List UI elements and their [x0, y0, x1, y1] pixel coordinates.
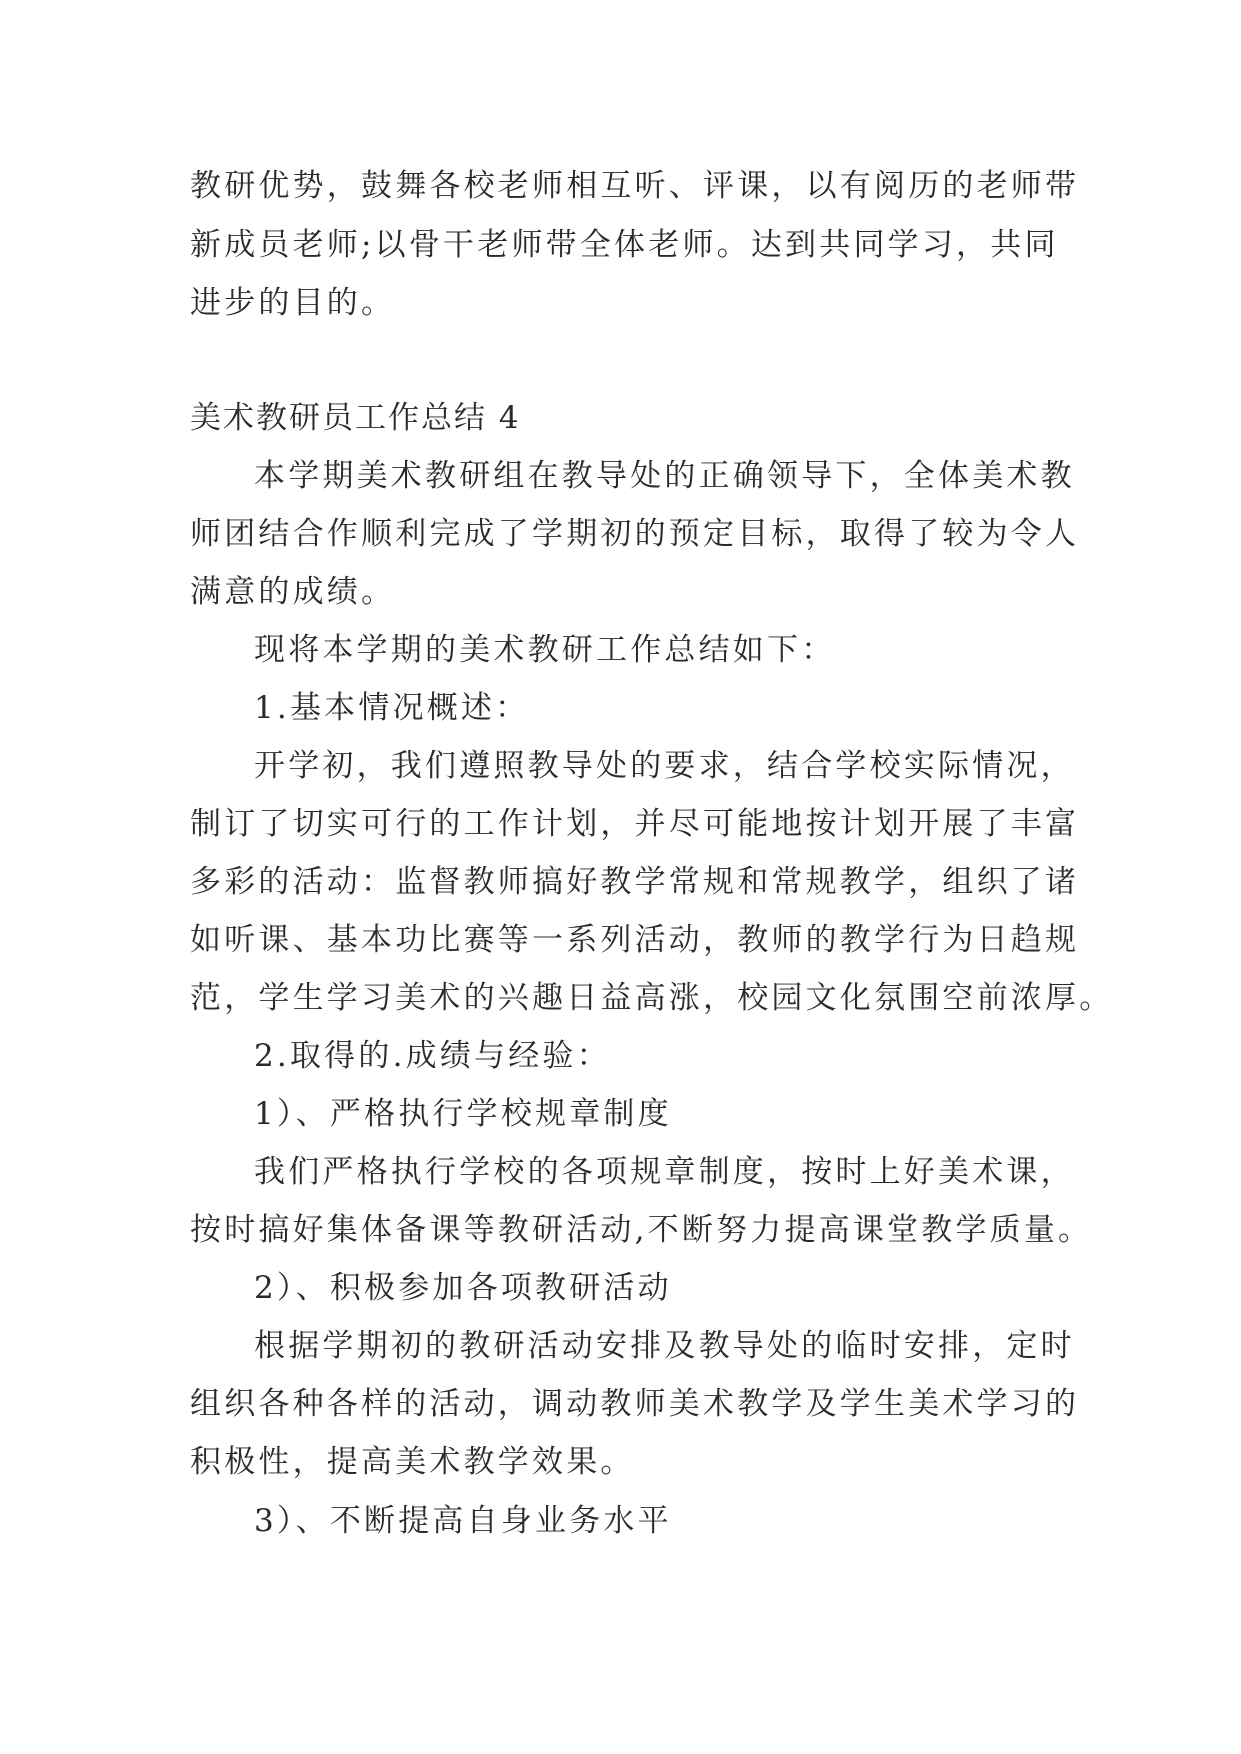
paragraph-line: 积极性，提高美术教学效果。 — [190, 1444, 635, 1480]
subheading-achievements: 2.取得的.成绩与经验： — [254, 1038, 611, 1074]
paragraph-line: 组织各种各样的活动，调动教师美术教学及学生美术学习的 — [190, 1386, 1080, 1422]
subheading-basic-overview: 1.基本情况概述： — [254, 690, 530, 726]
intro-line-1: 教研优势，鼓舞各校老师相互听、评课，以有阅历的老师带 — [190, 168, 1080, 204]
subheading-activities: 2）、积极参加各项教研活动 — [254, 1270, 672, 1306]
paragraph-line: 根据学期初的教研活动安排及教导处的临时安排，定时 — [254, 1328, 1075, 1364]
intro-line-2: 新成员老师;以骨干老师带全体老师。达到共同学习，共同 — [190, 227, 1059, 263]
paragraph-line: 我们严格执行学校的各项规章制度，按时上好美术课， — [254, 1154, 1075, 1190]
paragraph-line: 多彩的活动：监督教师搞好教学常规和常规教学，组织了诸 — [190, 864, 1080, 900]
intro-line-3: 进步的目的。 — [190, 285, 396, 321]
section-title: 美术教研员工作总结 4 — [190, 400, 521, 436]
subheading-improve-skills: 3）、不断提高自身业务水平 — [254, 1503, 672, 1539]
paragraph-line: 现将本学期的美术教研工作总结如下： — [254, 632, 836, 668]
paragraph-line: 师团结合作顺利完成了学期初的预定目标，取得了较为令人 — [190, 516, 1080, 552]
paragraph-line: 如听课、基本功比赛等一系列活动，教师的教学行为日趋规 — [190, 922, 1080, 958]
paragraph-line: 按时搞好集体备课等教研活动,不断努力提高课堂教学质量。 — [190, 1212, 1093, 1248]
paragraph-line: 满意的成绩。 — [190, 574, 396, 610]
subheading-rules: 1）、严格执行学校规章制度 — [254, 1096, 672, 1132]
paragraph-line: 制订了切实可行的工作计划，并尽可能地按计划开展了丰富 — [190, 806, 1080, 842]
paragraph-line: 本学期美术教研组在教导处的正确领导下，全体美术教 — [254, 458, 1075, 494]
paragraph-line: 开学初，我们遵照教导处的要求，结合学校实际情况， — [254, 748, 1075, 784]
paragraph-line: 范，学生学习美术的兴趣日益高涨，校园文化氛围空前浓厚。 — [190, 980, 1114, 1016]
